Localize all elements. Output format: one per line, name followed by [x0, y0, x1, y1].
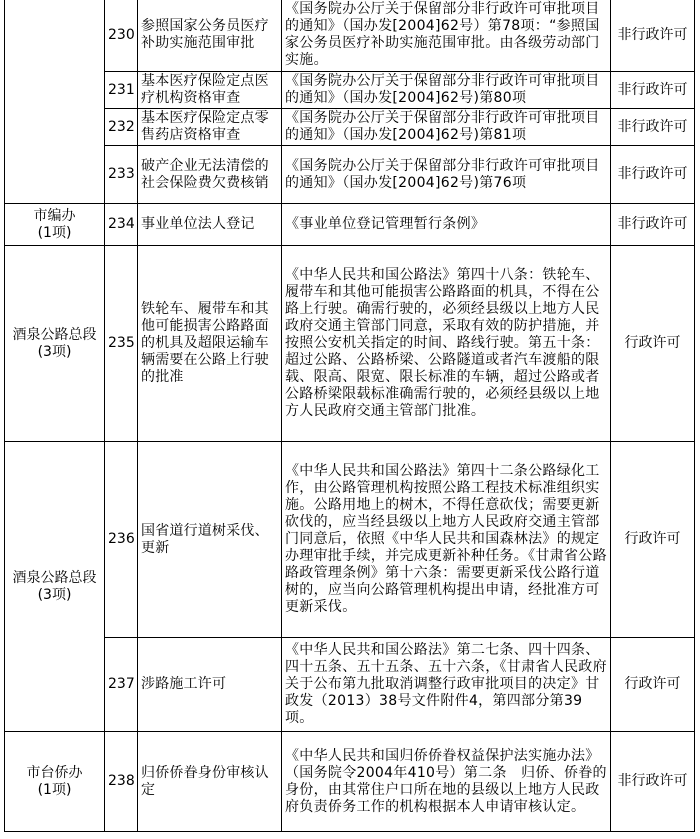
department-cell [5, 732, 105, 832]
item-name: 涉路施工许可 [138, 638, 282, 732]
item-name: 归侨侨眷身份审核认定 [138, 732, 282, 832]
department-cell [5, 442, 105, 732]
department-name: 酒泉公路总段(3项) [12, 326, 97, 360]
item-name: 基本医疗保险定点零售药店资格审查 [138, 109, 282, 146]
item-number: 233 [105, 146, 138, 204]
department-name: 市台侨办 (1项) [26, 764, 83, 798]
item-number: 234 [105, 204, 138, 246]
table-row [5, 72, 695, 109]
item-number: 237 [105, 638, 138, 732]
item-number: 236 [105, 442, 138, 638]
legal-basis: 《中华人民共和国公路法》第二七条、四十四条、四十五条、五十五条、五十六条，《甘肃省人民政府关于公布第九批取消调整行政审批项目的决定》甘政发（2013）38号文件附件4，第四部分第39项。 [282, 638, 611, 732]
approval-type: 行政许可 [611, 442, 695, 638]
item-name: 破产企业无法清偿的社会保险费欠费核销 [138, 146, 282, 204]
department-name: 市编办 (1项) [33, 207, 76, 241]
item-number: 235 [105, 246, 138, 442]
approval-type: 非行政许可 [611, 72, 695, 109]
legal-basis: 《国务院办公厅关于保留部分非行政许可审批项目的通知》（国办发[2004]62号)第81项 [282, 109, 611, 146]
approval-type: 非行政许可 [611, 204, 695, 246]
legal-basis: 《中华人民共和国归侨侨眷权益保护法实施办法》（国务院令2004年410号）第二条 归侨、侨眷的身份，由其常住户口所在地的县级以上地方人民政府负责侨务工作的机构根据本人申请审核认定。 [282, 732, 611, 832]
item-name: 基本医疗保险定点医疗机构资格审查 [138, 72, 282, 109]
item-name: 国省道行道树采伐、更新 [138, 442, 282, 638]
approval-type: 非行政许可 [611, 109, 695, 146]
approval-items-table [4, 0, 695, 832]
approval-type: 非行政许可 [611, 146, 695, 204]
department-cell-empty [5, 0, 105, 204]
table-row [5, 109, 695, 146]
legal-basis: 《中华人民共和国公路法》第四十二条公路绿化工作，由公路管理机构按照公路工程技术标准组织实施。公路用地上的树木，不得任意砍伐；需要更新砍伐的，应当经县级以上地方人民政府交通主管部门同意后，依照《中华人民共和国森林法》的规定办理审批手续，并完成更新补种任务。《甘肃省公路路政管理条例》第十六条：需要更新采伐公路行道树的，应当向公路管理机构提出申请，经批准方可更新采伐。 [282, 442, 611, 638]
item-number: 238 [105, 732, 138, 832]
legal-basis: 《中华人民共和国公路法》第四十八条：铁轮车、履带车和其他可能损害公路路面的机具，不得在公路上行驶。确需行驶的，必须经县级以上地方人民政府交通主管部门同意，采取有效的防护措施，并按照公安机关指定的时间、路线行驶。第五十条：超过公路、公路桥梁、公路隧道或者汽车渡船的限载、限高、限宽、限长标准的车辆，超过公路或者公路桥梁限载标准确需行驶的，必须经县级以上地方人民政府交通主管部门批准。 [282, 246, 611, 442]
approval-type: 非行政许可 [611, 732, 695, 832]
department-name: 酒泉公路总段(3项) [12, 569, 97, 603]
department-cell [5, 246, 105, 442]
table-row [5, 442, 695, 638]
approval-type: 行政许可 [611, 638, 695, 732]
item-number: 230 [105, 0, 138, 72]
legal-basis: 《国务院办公厅关于保留部分非行政许可审批项目的通知》（国办发[2004]62号)第76项 [282, 146, 611, 204]
table-row [5, 732, 695, 832]
approval-type: 非行政许可 [611, 0, 695, 72]
legal-basis: 《事业单位登记管理暂行条例》 [282, 204, 611, 246]
item-name: 参照国家公务员医疗补助实施范围审批 [138, 0, 282, 72]
table-row [5, 246, 695, 442]
item-name: 事业单位法人登记 [138, 204, 282, 246]
item-number: 231 [105, 72, 138, 109]
approval-type: 行政许可 [611, 246, 695, 442]
department-cell [5, 204, 105, 246]
table-row [5, 638, 695, 732]
table-row [5, 0, 695, 72]
item-name: 铁轮车、履带车和其他可能损害公路路面的机具及超限运输车辆需要在公路上行驶的批准 [138, 246, 282, 442]
table-row [5, 146, 695, 204]
legal-basis: 《国务院办公厅关于保留部分非行政许可审批项目的通知》（国办发[2004]62号）第78项：“参照国家公务员医疗补助实施范围审批。由各级劳动部门实施。 [282, 0, 611, 72]
item-number: 232 [105, 109, 138, 146]
table-row [5, 204, 695, 246]
legal-basis: 《国务院办公厅关于保留部分非行政许可审批项目的通知》（国办发[2004]62号)第80项 [282, 72, 611, 109]
